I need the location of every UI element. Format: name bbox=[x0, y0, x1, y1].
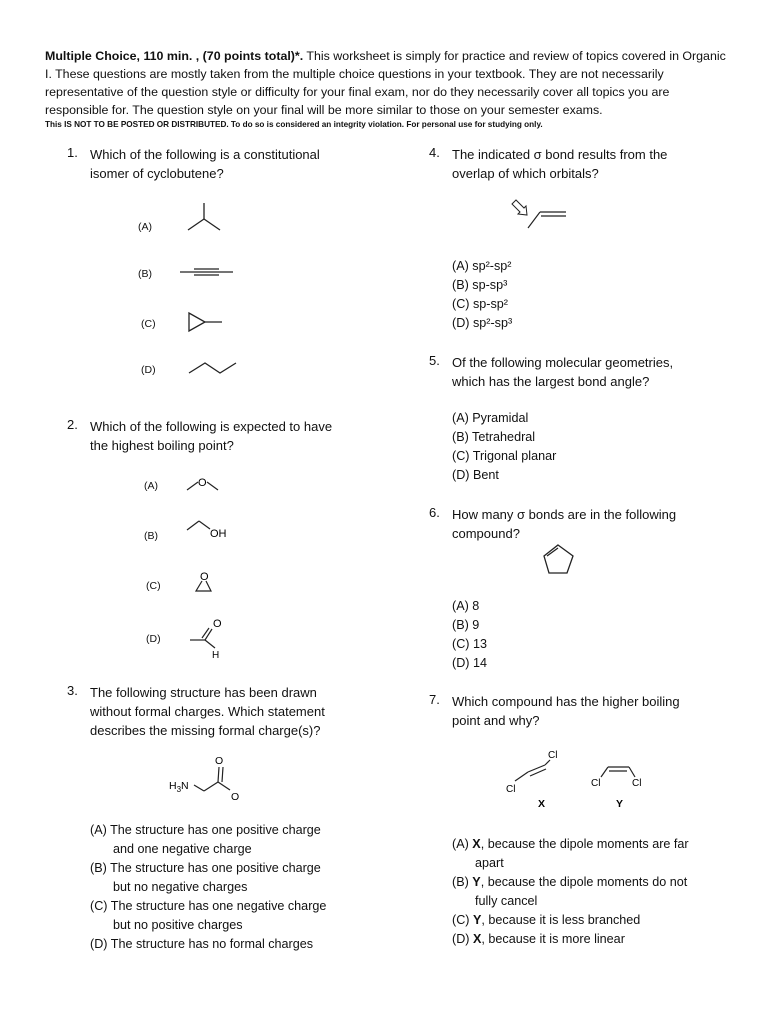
q4-answer-b: (B) sp-sp³ bbox=[452, 278, 508, 292]
q3-answer-a-cont: and one negative charge bbox=[113, 842, 252, 856]
q6-answer-c: (C) 13 bbox=[452, 637, 487, 651]
q7-number: 7. bbox=[429, 692, 440, 707]
q7-structure-x bbox=[515, 760, 550, 781]
q7-y-cl-right: Cl bbox=[632, 778, 642, 789]
q1-text: Which of the following is a constitutional isomer of cyclobutene? bbox=[90, 147, 320, 181]
q1-choice-d-label: (D) bbox=[141, 364, 156, 376]
q7-x-cl-bottom: Cl bbox=[506, 784, 516, 795]
q5-answer-d: (D) Bent bbox=[452, 468, 499, 482]
worksheet-intro: This worksheet is simply for practice and review of topics covered in Organic I. These questions are mostly taken from the multiple choice questions in your textbook. They are not necessarily representative of the question style or difficulty for your final exam, nor do they necessarily cover all topics you are responsible for. The question style on your final will be more similar to those on your semester exams. bbox=[45, 49, 726, 117]
q3-answer-a: (A) The structure has one positive charge bbox=[90, 823, 321, 837]
q7-answer-c: (C) Y, because it is less branched bbox=[452, 913, 641, 927]
q4-answer-d: (D) sp²-sp³ bbox=[452, 316, 513, 330]
q2-number: 2. bbox=[67, 417, 78, 432]
q2-structure-b-oh: OH bbox=[210, 528, 227, 540]
q5-answer-b: (B) Tetrahedral bbox=[452, 430, 536, 444]
q5-answer-a: (A) Pyramidal bbox=[452, 411, 529, 425]
q3-answer-c: (C) The structure has one negative charge bbox=[90, 899, 327, 913]
distribution-notice: This IS NOT TO BE POSTED OR DISTRIBUTED. To do so is considered an integrity violation. For personal use for studying only. bbox=[45, 120, 543, 129]
q5-number: 5. bbox=[429, 353, 440, 368]
q7-label-x: X bbox=[538, 798, 546, 810]
q2-structure-d-oxygen: O bbox=[213, 618, 222, 630]
q4-number: 4. bbox=[429, 145, 440, 160]
q2-choice-c-label: (C) bbox=[146, 580, 161, 592]
q7-y-cl-left: Cl bbox=[591, 778, 601, 789]
q6-number: 6. bbox=[429, 505, 440, 520]
q1-choice-a-label: (A) bbox=[138, 221, 152, 233]
q2-choice-d-label: (D) bbox=[146, 633, 161, 645]
q3-structure-oxygen-top: O bbox=[215, 755, 224, 767]
q7-label-y: Y bbox=[616, 798, 624, 810]
q4-text: The indicated σ bond results from the overlap of which orbitals? bbox=[452, 147, 668, 181]
q6-answer-a: (A) 8 bbox=[452, 599, 480, 613]
q7-text: Which compound has the higher boiling point and why? bbox=[452, 694, 680, 728]
q7-answer-a-cont: apart bbox=[475, 856, 504, 870]
q2-choice-b-label: (B) bbox=[144, 530, 158, 542]
q6-answer-d: (D) 14 bbox=[452, 656, 487, 670]
q3-answer-b: (B) The structure has one positive charge bbox=[90, 861, 321, 875]
q3-structure-h3n: $H_3N$ bbox=[169, 780, 189, 794]
q6-text: How many σ bonds are in the following compound? bbox=[452, 507, 677, 541]
q5-answer-c: (C) Trigonal planar bbox=[452, 449, 557, 463]
q7-answers bbox=[452, 835, 752, 949]
q4-answer-c: (C) sp-sp² bbox=[452, 297, 508, 311]
q4-answer-a: (A) sp²-sp² bbox=[452, 259, 512, 273]
q1-choice-b-label: (B) bbox=[138, 268, 152, 280]
q2-choice-a-label: (A) bbox=[144, 480, 158, 492]
q7-structure-y bbox=[601, 767, 635, 777]
q3-answer-b-cont: but no negative charges bbox=[113, 880, 248, 894]
q3-structure-oxygen-right: O bbox=[231, 791, 240, 803]
worksheet-title: Multiple Choice, 110 min. , (70 points total)*. bbox=[45, 49, 304, 63]
q2-structure-d-hydrogen: H bbox=[212, 650, 220, 661]
q7-x-cl-top: Cl bbox=[548, 750, 558, 761]
q7-answer-a: (A) X, because the dipole moments are far bbox=[452, 837, 689, 851]
q5-text: Of the following molecular geometries, which has the largest bond angle? bbox=[452, 355, 674, 389]
q3-answer-d: (D) The structure has no formal charges bbox=[90, 937, 314, 951]
q6-answer-b: (B) 9 bbox=[452, 618, 480, 632]
q2-structure-c-oxygen: O bbox=[200, 571, 209, 583]
q2-structure-a-oxygen: O bbox=[198, 477, 207, 489]
q1-number: 1. bbox=[67, 145, 78, 160]
q7-answer-b: (B) Y, because the dipole moments do not bbox=[452, 875, 688, 889]
q3-text: The following structure has been drawn without formal charges. Which statement describes the missing formal charge(s)? bbox=[90, 685, 325, 738]
q3-number: 3. bbox=[67, 683, 78, 698]
q7-answer-d: (D) X, because it is more linear bbox=[452, 932, 625, 946]
q7-answer-b-cont: fully cancel bbox=[475, 894, 538, 908]
q3-answer-c-cont: but no positive charges bbox=[113, 918, 243, 932]
q2-text: Which of the following is expected to have the highest boiling point? bbox=[90, 419, 333, 453]
q1-choice-c-label: (C) bbox=[141, 318, 156, 330]
